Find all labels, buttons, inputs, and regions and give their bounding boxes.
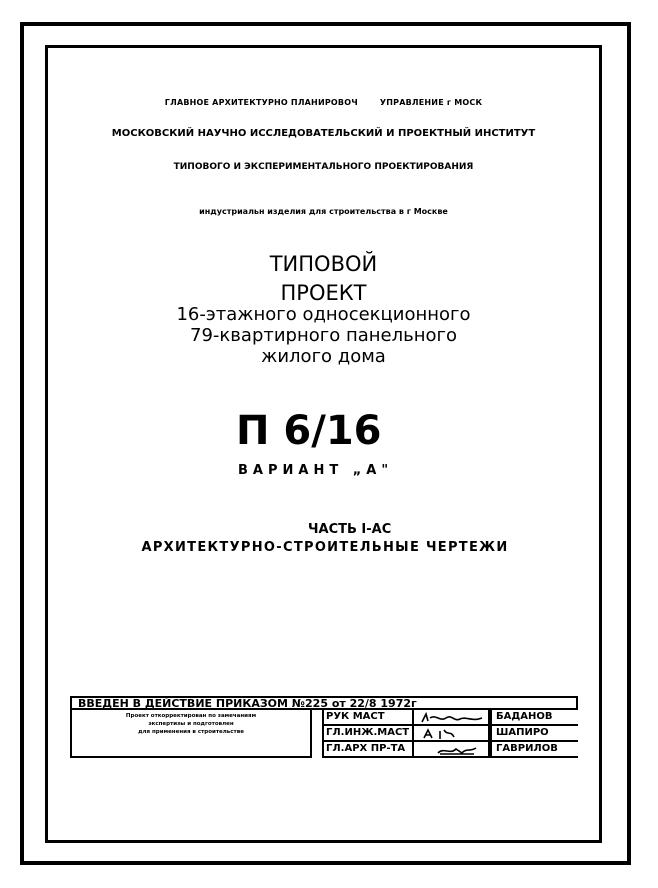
stamp-note <box>70 710 312 758</box>
title-line-5: жилого дома <box>261 346 386 367</box>
stamp-signature-cell <box>414 710 490 726</box>
signature-mark <box>420 728 484 740</box>
org-line-3: ТИПОВОГО И ЭКСПЕРИМЕНТАЛЬНОГО ПРОЕКТИРОВАНИЯ <box>173 162 474 172</box>
stamp-intro-row <box>70 696 578 710</box>
stamp-signature-cell <box>414 726 490 742</box>
stamp-name: ГАВРИЛОВ <box>490 742 578 758</box>
stamp-row <box>324 742 578 758</box>
stamp-role: ГЛ.ИНЖ.МАСТ <box>324 726 414 742</box>
signature-mark <box>420 712 484 724</box>
signature-mark <box>420 744 484 756</box>
stamp-role: РУК МАСТ <box>324 710 414 726</box>
org-line-1-left: ГЛАВНОЕ АРХИТЕКТУРНО ПЛАНИРОВОЧ <box>164 98 358 107</box>
org-line-1-right: УПРАВЛЕНИЕ г МОСК <box>379 98 483 107</box>
stamp-spacer <box>312 710 324 758</box>
title-line-3: 16-этажного односекционного <box>176 304 471 325</box>
stamp-lower <box>70 710 578 758</box>
stamp-role: ГЛ.АРХ ПР-ТА <box>324 742 414 758</box>
title-line-1: ТИПОВОЙ <box>269 252 378 276</box>
stamp-intro-text: ВВЕДЕН В ДЕЙСТВИЕ ПРИКАЗОМ №225 от 22/8 1972г <box>78 697 417 710</box>
title-line-2: ПРОЕКТ <box>280 281 367 305</box>
variant-label: ВАРИАНТ „А" <box>238 463 394 478</box>
stamp-signature-cell <box>414 742 490 758</box>
stamp-name: БАДАНОВ <box>490 710 578 726</box>
title-line-4: 79-квартирного панельного <box>190 325 457 346</box>
stamp-note-line-3: для применения в строительстве <box>138 729 244 735</box>
org-line-4: индустриальн изделия для строительства в г Москве <box>199 207 448 216</box>
org-line-1 <box>45 98 602 107</box>
stamp-note-line-2: экспертизы и подготовлен <box>148 721 234 727</box>
org-line-2: МОСКОВСКИЙ НАУЧНО ИССЛЕДОВАТЕЛЬСКИЙ И ПРОЕКТНЫЙ ИНСТИТУТ <box>111 128 536 139</box>
part-label: ЧАСТЬ I-АС <box>308 522 392 537</box>
title-stamp <box>70 696 580 762</box>
project-code: П 6/16 <box>236 408 382 454</box>
section-title: АРХИТЕКТУРНО-СТРОИТЕЛЬНЫЕ ЧЕРТЕЖИ <box>141 540 509 555</box>
stamp-note-line-1: Проект откорректирован по замечаниям <box>125 713 257 719</box>
stamp-signature-grid <box>324 710 578 758</box>
stamp-name: ШАПИРО <box>490 726 578 742</box>
stamp-row <box>324 726 578 742</box>
stamp-row <box>324 710 578 726</box>
